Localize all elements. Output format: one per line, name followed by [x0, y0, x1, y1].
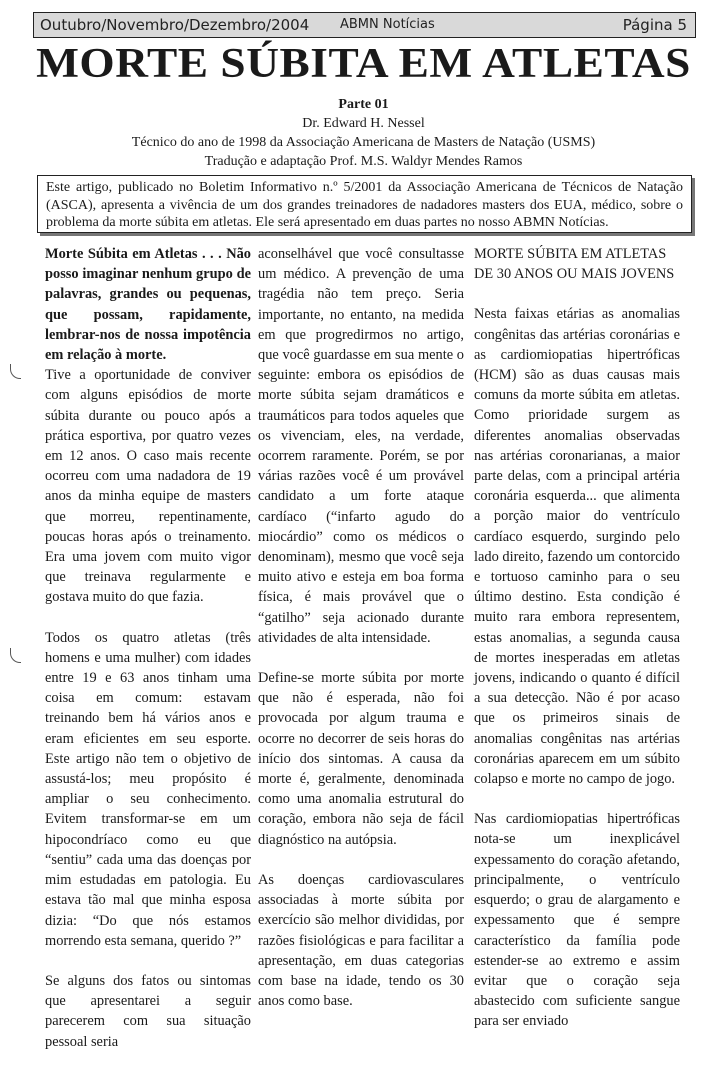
paragraph: Nas cardiomiopatias hipertróficas nota-se um inexplicável expessamento do coração afetando, principalmente, o ventrículo esquerdo; o grau de alargamento e expessamento que é sempre característico da família pode estender-se ao extremo e assim evitar que o coração seja abastecido com suficiente sangue para ser enviado: [474, 811, 680, 1030]
column-2: [258, 244, 464, 1031]
issue-date: Outubro/Novembro/Dezembro/2004: [40, 16, 310, 34]
publication-name: ABMN Notícias: [340, 17, 435, 32]
author-credit: Técnico do ano de 1998 da Associação Americana de Masters de Natação (USMS): [131, 135, 596, 150]
paragraph: Se alguns dos fatos ou sintomas que apresentarei a seguir parecerem com sua situação pessoal seria: [45, 972, 251, 1050]
section-heading: MORTE SÚBITA EM ATLETAS DE 30 ANOS OU MAIS JOVENS: [474, 246, 675, 283]
column-1: [45, 244, 251, 1072]
column-3: [474, 244, 680, 1052]
paragraph: Nesta faixas etárias as anomalias congênitas das artérias coronárias e as cardiomiopatias hipertróficas (HCM) são as duas causas mais comuns da morte súbita em atletas. Como prioridade surgem as diferentes anomalias observadas nas artérias coronarianas, a maior parte delas, com a principal artéria coronária esquerda... que alimenta a porção maior do ventrículo cardíaco esquerdo, surgindo pelo lado direito, fazendo um contorcido e tortuoso caminho para o seu último destino. Esta condição é muito rara embora representem, estas anomalias, a segunda causa de mortes inesperadas em atletas jovens, indicando o quanto é difícil a sua detecção. Não é por acaso que os primeiros sinais de anomalias congênitas nas artérias coronárias aparecem em um súbito colapso e morte no campo de jogo.: [474, 306, 680, 788]
byline: [0, 95, 727, 171]
author-name: Dr. Edward H. Nessel: [302, 116, 425, 131]
paragraph: Tive a oportunidade de conviver com alguns episódios de morte súbita durante ou pouco após a prática esportiva, por quatro vezes em 12 anos. O caso mais recente ocorreu com uma nadadora de 19 anos da minha equipe de masters que morreu, repentinamente, poucas horas após o treinamento. Era uma jovem com muito vigor que treinava regularmente e gostava muito do que fazia.: [45, 367, 251, 606]
page-number: Página 5: [622, 16, 687, 34]
lead-paragraph: Morte Súbita em Atletas . . . Não posso imaginar nenhum grupo de palavras, grandes ou pequenas, que possam, rapidamente, lembrar-nos de nossa impotência em relação à morte.: [45, 246, 251, 364]
article-part: Parte 01: [338, 97, 389, 112]
article-title: MORTE SÚBITA EM ATLETAS: [36, 41, 691, 87]
paragraph: Define-se morte súbita por morte que não é esperada, não foi provocada por algum trauma e ocorre no decorrer de seis horas do início dos sintomas. A causa da morte é, geralmente, denominada como uma anomalia estrutural do coração, embora não seja de fácil diagnóstico na autópsia.: [258, 670, 464, 848]
abstract-box: Este artigo, publicado no Boletim Informativo n.º 5/2001 da Associação Americana de Técnicos de Natação (ASCA), apresenta a vivência de um dos grandes treinadores de nadadores masters dos EUA, médico, sobre o problema da morte súbita em atletas. Ele será apresentado em duas partes no nosso ABMN Notícias.: [37, 175, 692, 233]
paragraph: As doenças cardiovasculares associadas à morte súbita por exercício são melhor divididas, por razões fisiológicas e para facilitar a apresentação, em duas categorias com base na idade, tendo os 30 anos como base.: [258, 871, 464, 1010]
binder-hole-mark: [10, 648, 21, 663]
paragraph: Todos os quatro atletas (três homens e uma mulher) com idades entre 19 e 63 anos tinham uma coisa em comum: estavam treinando bem há vários anos e eram eficientes em seu esporte. Este artigo não tem o objetivo de assustá-los; meu propósito é ampliar o seu conhecimento. Evitem transformar-se em um hipocondríaco como eu que “sentiu” cada uma das doenças por mim estudadas em patologia. Eu estava tão mal que minha esposa dizia: “Do que nós estamos morrendo esta semana, querido ?”: [45, 629, 251, 949]
paragraph: aconselhável que você consultasse um médico. A prevenção de uma tragédia não tem preço. Seria importante, no entanto, na medida em que progredirmos no artigo, que você guardasse em sua mente o seguinte: embora os episódios de morte súbita sejam dramáticos e traumáticos para todos aqueles que os vivenciam, eles, na verdade, ocorrem raramente. Porém, se por várias razões você é um provável candidato a um forte ataque cardíaco (“infarto agudo do miocárdio” como os médicos o denominam), mesmo que você seja muito ativo e esteja em boa forma física, é mais provável que o “gatilho” seja acionado durante atividades de alta intensidade.: [258, 246, 464, 646]
running-header: [33, 12, 696, 38]
translation-credit: Tradução e adaptação Prof. M.S. Waldyr Mendes Ramos: [204, 154, 523, 169]
binder-hole-mark: [10, 364, 21, 379]
